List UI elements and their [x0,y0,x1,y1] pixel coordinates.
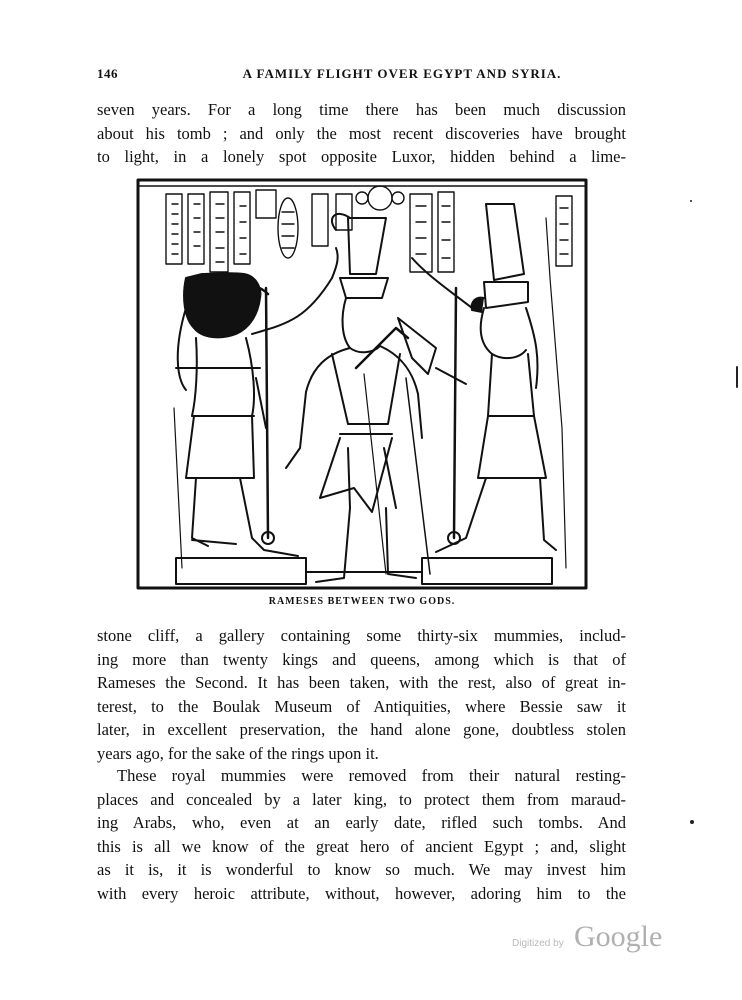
text-line: this is all we know of the great hero of ancient Egypt ; and, slight [97,836,626,856]
watermark-small-text: Digitized by [512,938,564,949]
paragraph-top [97,98,626,169]
running-title: A FAMILY FLIGHT OVER EGYPT AND SYRIA. [242,66,562,81]
text-line: as it is, it is wonderful to know so much. We may invest him [97,860,626,879]
text-line: These royal mummies were removed from their natural resting- [117,766,626,785]
print-speck [690,200,692,202]
print-speck [690,820,694,824]
text-line: stone cliff, a gallery containing some thirty-six mummies, includ- [97,626,626,645]
page-number: 146 [97,66,118,81]
text-line: to light, in a lonely spot opposite Luxor, hidden behind a lime- [97,147,626,166]
print-speck [736,366,738,388]
running-head [97,66,627,86]
text-line: ing more than twenty kings and queens, among which is that of [97,649,626,669]
paragraph-bottom [97,764,626,905]
text-line: years ago, for the sake of the rings upon it. [97,743,379,763]
text-line: seven years. For a long time there has been much discussion [97,100,626,119]
text-line: about his tomb ; and only the most recent discoveries have brought [97,123,626,143]
text-line: later, in excellent preservation, the hand alone gone, doubtless stolen [97,720,626,739]
google-logo: Google [574,920,663,953]
text-line: with every heroic attribute, without, however, adoring him to the [97,883,626,903]
text-line: ing Arabs, who, even at an early date, rifled such tombs. And [97,813,626,832]
engraving-rameses-between-two-gods [136,178,588,590]
figure-caption: RAMESES BETWEEN TWO GODS. [268,596,456,607]
text-line: terest, to the Boulak Museum of Antiquities, where Bessie saw it [97,696,626,716]
text-line: Rameses the Second. It has been taken, with the rest, also of great in- [97,673,626,692]
paragraph-middle [97,624,626,765]
text-line: places and concealed by a later king, to protect them from maraud- [97,789,626,809]
